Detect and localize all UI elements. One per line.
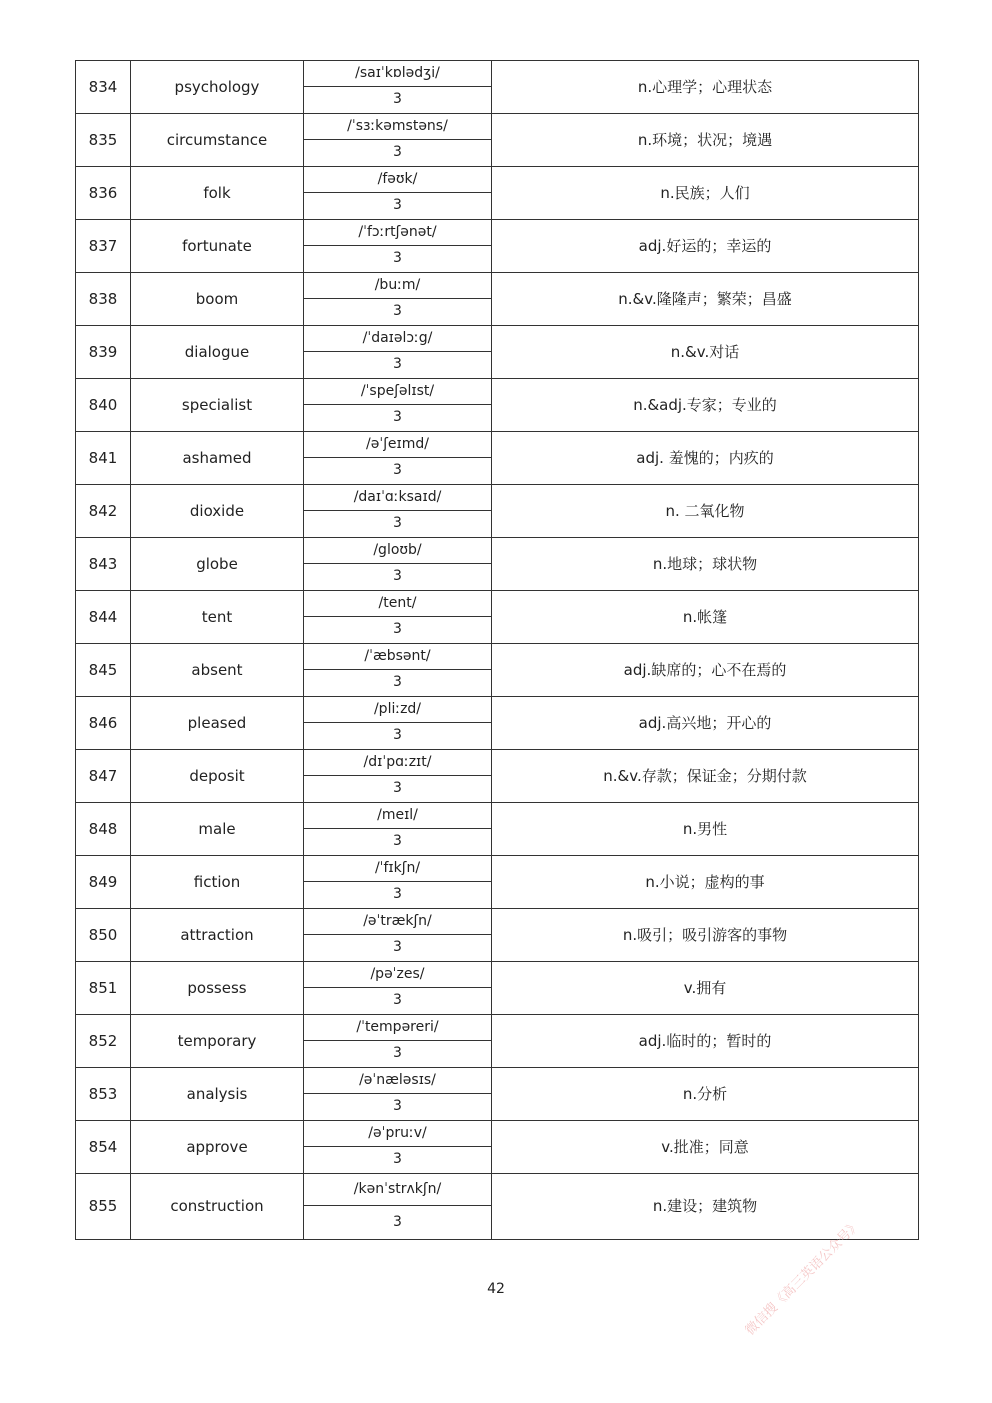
table-row [76,644,919,670]
vocabulary-table [75,60,919,1240]
entry-word: globe [131,538,304,591]
watermark: 微信搜《高三英语公众号》 [742,1217,864,1339]
table-row [76,61,919,87]
entry-number: 847 [76,750,131,803]
entry-level: 3 [304,246,492,273]
entry-definition: adj. 羞愧的；内疚的 [492,432,919,485]
entry-word: analysis [131,1068,304,1121]
entry-phonetic: /əˈnæləsɪs/ [304,1068,492,1094]
entry-phonetic: /fəʊk/ [304,167,492,193]
table-row [76,697,919,723]
entry-definition: v.拥有 [492,962,919,1015]
page-number: 42 [487,1281,505,1297]
entry-number: 843 [76,538,131,591]
entry-level: 3 [304,670,492,697]
table-row [76,273,919,299]
entry-number: 848 [76,803,131,856]
table-row [76,538,919,564]
entry-number: 846 [76,697,131,750]
entry-definition: n.小说；虚构的事 [492,856,919,909]
entry-word: attraction [131,909,304,962]
entry-word: dioxide [131,485,304,538]
table-row [76,1174,919,1206]
entry-level: 3 [304,564,492,591]
entry-phonetic: /əˈtrækʃn/ [304,909,492,935]
entry-level: 3 [304,617,492,644]
entry-phonetic: /əˈʃeɪmd/ [304,432,492,458]
table-row [76,485,919,511]
entry-phonetic: /pliːzd/ [304,697,492,723]
entry-level: 3 [304,352,492,379]
entry-definition: n.吸引；吸引游客的事物 [492,909,919,962]
entry-definition: n.&v.对话 [492,326,919,379]
entry-word: specialist [131,379,304,432]
entry-definition: n.民族；人们 [492,167,919,220]
entry-definition: n.帐篷 [492,591,919,644]
entry-definition: n.分析 [492,1068,919,1121]
table-row [76,591,919,617]
entry-number: 840 [76,379,131,432]
table-row [76,803,919,829]
entry-number: 855 [76,1174,131,1240]
entry-level: 3 [304,299,492,326]
entry-definition: n.心理学；心理状态 [492,61,919,114]
entry-number: 852 [76,1015,131,1068]
entry-level: 3 [304,776,492,803]
entry-level: 3 [304,458,492,485]
entry-definition: n. 二氧化物 [492,485,919,538]
entry-number: 853 [76,1068,131,1121]
entry-level: 3 [304,988,492,1015]
entry-number: 834 [76,61,131,114]
entry-word: fiction [131,856,304,909]
entry-word: possess [131,962,304,1015]
entry-number: 850 [76,909,131,962]
entry-definition: n.地球；球状物 [492,538,919,591]
entry-level: 3 [304,511,492,538]
table-row [76,167,919,193]
entry-definition: n.环境；状况；境遇 [492,114,919,167]
entry-definition: v.批准；同意 [492,1121,919,1174]
entry-definition: adj.缺席的；心不在焉的 [492,644,919,697]
table-row [76,432,919,458]
entry-definition: n.男性 [492,803,919,856]
entry-number: 841 [76,432,131,485]
entry-word: absent [131,644,304,697]
entry-level: 3 [304,1041,492,1068]
entry-level: 3 [304,87,492,114]
entry-definition: adj.临时的；暂时的 [492,1015,919,1068]
entry-number: 845 [76,644,131,697]
vocabulary-table-body [76,61,919,1240]
entry-word: folk [131,167,304,220]
table-row [76,1068,919,1094]
entry-word: deposit [131,750,304,803]
table-row [76,114,919,140]
table-row [76,750,919,776]
entry-level: 3 [304,882,492,909]
entry-level: 3 [304,1206,492,1240]
entry-definition: n.&adj.专家；专业的 [492,379,919,432]
entry-definition: n.&v.存款；保证金；分期付款 [492,750,919,803]
entry-word: construction [131,1174,304,1240]
entry-word: boom [131,273,304,326]
entry-level: 3 [304,140,492,167]
entry-phonetic: /tent/ [304,591,492,617]
entry-phonetic: /ˈæbsənt/ [304,644,492,670]
entry-word: ashamed [131,432,304,485]
entry-level: 3 [304,935,492,962]
entry-number: 844 [76,591,131,644]
entry-phonetic: /əˈpruːv/ [304,1121,492,1147]
entry-word: circumstance [131,114,304,167]
entry-number: 838 [76,273,131,326]
table-row [76,962,919,988]
entry-word: approve [131,1121,304,1174]
entry-number: 849 [76,856,131,909]
entry-number: 842 [76,485,131,538]
entry-level: 3 [304,1147,492,1174]
entry-word: pleased [131,697,304,750]
entry-level: 3 [304,193,492,220]
table-row [76,379,919,405]
table-row [76,220,919,246]
entry-level: 3 [304,723,492,750]
entry-definition: adj.好运的；幸运的 [492,220,919,273]
entry-definition: adj.高兴地；开心的 [492,697,919,750]
entry-phonetic: /pəˈzes/ [304,962,492,988]
table-row [76,1121,919,1147]
entry-word: male [131,803,304,856]
table-row [76,1015,919,1041]
entry-number: 839 [76,326,131,379]
entry-phonetic: /meɪl/ [304,803,492,829]
table-row [76,856,919,882]
entry-definition: n.&v.隆隆声；繁荣；昌盛 [492,273,919,326]
entry-number: 854 [76,1121,131,1174]
entry-phonetic: /dɪˈpɑːzɪt/ [304,750,492,776]
entry-word: fortunate [131,220,304,273]
entry-phonetic: /saɪˈkɒlədʒi/ [304,61,492,87]
entry-phonetic: /daɪˈɑːksaɪd/ [304,485,492,511]
entry-phonetic: /ˈsɜːkəmstəns/ [304,114,492,140]
entry-phonetic: /ˈtempəreri/ [304,1015,492,1041]
entry-level: 3 [304,405,492,432]
table-row [76,326,919,352]
entry-word: tent [131,591,304,644]
entry-phonetic: /buːm/ [304,273,492,299]
entry-phonetic: /ˈfɔːrtʃənət/ [304,220,492,246]
entry-phonetic: /ˈdaɪəlɔːg/ [304,326,492,352]
entry-phonetic: /gloʊb/ [304,538,492,564]
table-row [76,909,919,935]
entry-definition: n.建设；建筑物 [492,1174,919,1240]
entry-word: dialogue [131,326,304,379]
entry-number: 837 [76,220,131,273]
entry-phonetic: /ˈfɪkʃn/ [304,856,492,882]
entry-phonetic: /ˈspeʃəlɪst/ [304,379,492,405]
entry-number: 851 [76,962,131,1015]
entry-number: 835 [76,114,131,167]
entry-word: temporary [131,1015,304,1068]
entry-level: 3 [304,1094,492,1121]
entry-level: 3 [304,829,492,856]
entry-phonetic: /kənˈstrʌkʃn/ [304,1174,492,1206]
entry-number: 836 [76,167,131,220]
entry-word: psychology [131,61,304,114]
